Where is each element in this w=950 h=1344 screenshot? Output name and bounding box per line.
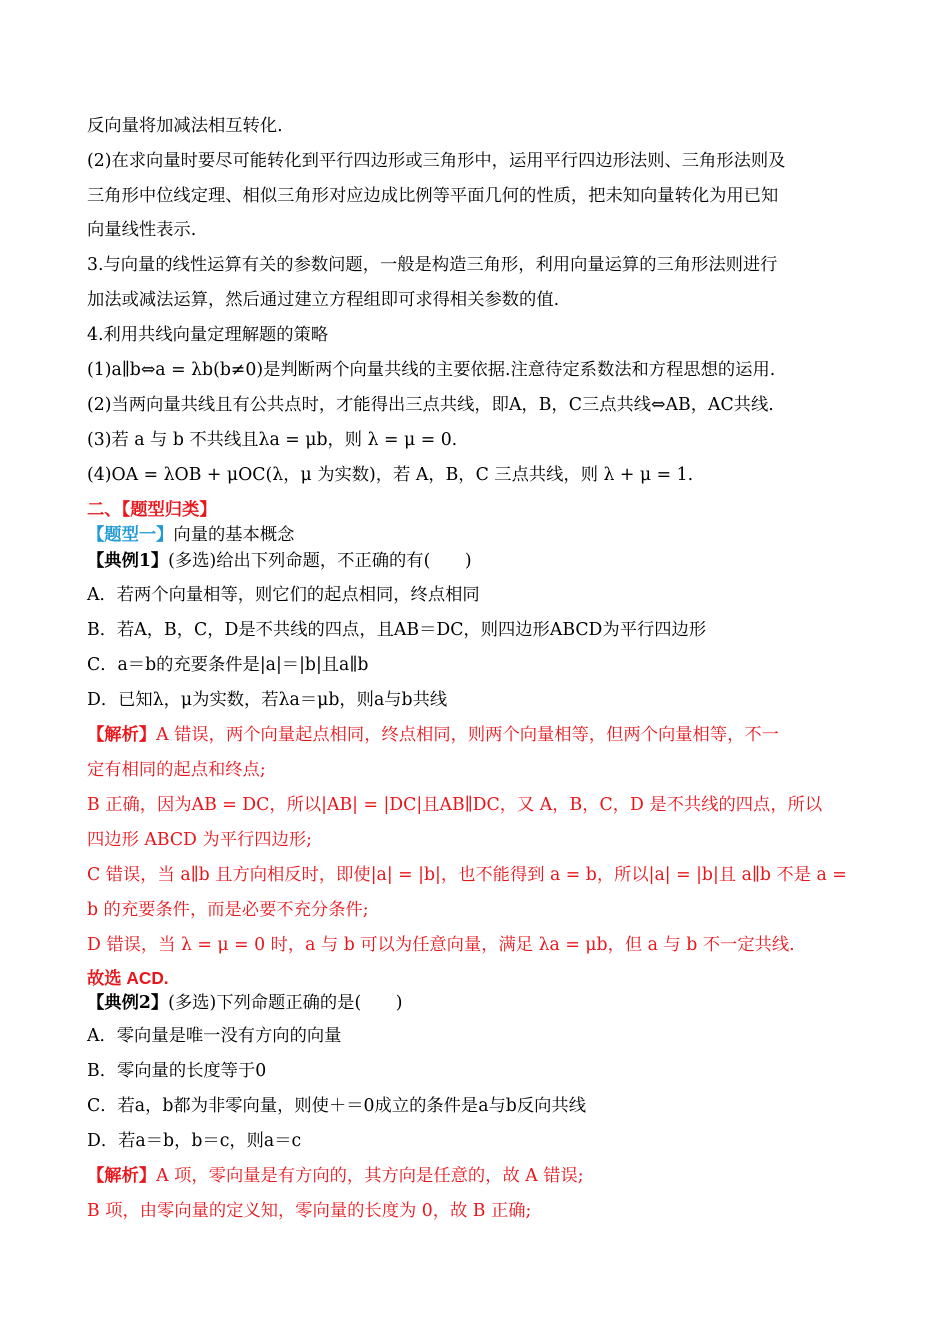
- body-line-3: 三角形中位线定理、相似三角形对应边成比例等平面几何的性质，把未知向量转化为用已知: [87, 186, 779, 206]
- example1-solution-line-4: 四边形 ABCD 为平行四边形;: [87, 830, 312, 850]
- example2-tag: 【典例2】: [87, 993, 169, 1013]
- body-line-5: 3.与向量的线性运算有关的参数问题，一般是构造三角形，利用向量运算的三角形法则进行: [87, 255, 778, 275]
- example1-solution-text-1: A 错误，两个向量起点相同，终点相同，则两个向量相等，但两个向量相等，不一: [156, 725, 779, 745]
- example1-solution-line-3: B 正确，因为AB = DC，所以|AB| = |DC|且AB∥DC，又 A，B，C，D 是不共线的四点，所以: [87, 795, 823, 815]
- type1-header: [87, 524, 877, 546]
- body-line-4: 向量线性表示.: [87, 220, 197, 240]
- example1-solution-line-7: D 错误，当 λ = μ = 0 时，a 与 b 可以为任意向量，满足 λa = μb，但 a 与 b 不一定共线.: [87, 935, 795, 955]
- example1-solution-line-5: C 错误，当 a∥b 且方向相反时，即使|a| = |b|，也不能得到 a = b，所以|a| = |b|且 a∥b 不是 a =: [87, 865, 847, 885]
- example1-option-d: D．已知λ，μ为实数，若λa＝μb，则a与b共线: [87, 690, 448, 710]
- example1-solution-tag: 【解析】: [87, 725, 157, 745]
- example1-stem-line: [87, 550, 877, 572]
- example1-tag: 【典例1】: [87, 551, 169, 571]
- example1-solution-line-2: 定有相同的起点和终点;: [87, 760, 266, 780]
- type1-title: 向量的基本概念: [173, 525, 295, 545]
- example1-solution-line-1: [87, 724, 877, 746]
- body-line-9: (2)当两向量共线且有公共点时，才能得出三点共线，即A，B，C三点共线⇔AB，AC共线.: [87, 395, 774, 415]
- example1-solution-line-6: b 的充要条件，而是必要不充分条件;: [87, 900, 369, 920]
- example1-option-c: C．a＝b的充要条件是|a|＝|b|且a∥b: [87, 655, 369, 675]
- example2-option-c: C．若a，b都为非零向量，则使＋＝0成立的条件是a与b反向共线: [87, 1096, 586, 1116]
- body-line-11: (4)OA = λOB + μOC(λ，μ 为实数)，若 A，B，C 三点共线，则 λ + μ = 1.: [87, 465, 694, 485]
- body-line-6: 加法或减法运算，然后通过建立方程组即可求得相关参数的值.: [87, 290, 560, 310]
- section-heading: 二、【题型归类】: [87, 500, 217, 520]
- example1-answer: 故选 ACD.: [87, 968, 169, 988]
- body-line-1: 反向量将加减法相互转化.: [87, 116, 283, 136]
- example2-solution-line-2: B 项，由零向量的定义知，零向量的长度为 0，故 B 正确;: [87, 1201, 532, 1221]
- example2-stem: (多选)下列命题正确的是( ): [168, 993, 403, 1013]
- example2-solution-tag: 【解析】: [87, 1166, 157, 1186]
- body-line-10: (3)若 a 与 b 不共线且λa = μb，则 λ = μ = 0.: [87, 430, 458, 450]
- example2-solution-text-1: A 项，零向量是有方向的，其方向是任意的，故 A 错误;: [156, 1166, 584, 1186]
- body-line-7: 4.利用共线向量定理解题的策略: [87, 325, 329, 345]
- example2-option-d: D．若a＝b，b＝c，则a＝c: [87, 1131, 302, 1151]
- body-line-8: (1)a∥b⇔a = λb(b≠0)是判断两个向量共线的主要依据.注意待定系数法和方程思想的运用.: [87, 360, 776, 380]
- example2-option-b: B．零向量的长度等于0: [87, 1061, 267, 1081]
- example2-solution-line-1: [87, 1165, 877, 1187]
- example1-option-b: B．若A，B，C，D是不共线的四点，且AB＝DC，则四边形ABCD为平行四边形: [87, 620, 707, 640]
- example1-stem: (多选)给出下列命题，不正确的有( ): [168, 551, 472, 571]
- body-line-2: (2)在求向量时要尽可能转化到平行四边形或三角形中，运用平行四边形法则、三角形法则及: [87, 151, 786, 171]
- example1-option-a: A．若两个向量相等，则它们的起点相同，终点相同: [87, 585, 480, 605]
- example2-option-a: A．零向量是唯一没有方向的向量: [87, 1026, 342, 1046]
- type1-tag: 【题型一】: [87, 525, 174, 545]
- example2-stem-line: [87, 992, 877, 1014]
